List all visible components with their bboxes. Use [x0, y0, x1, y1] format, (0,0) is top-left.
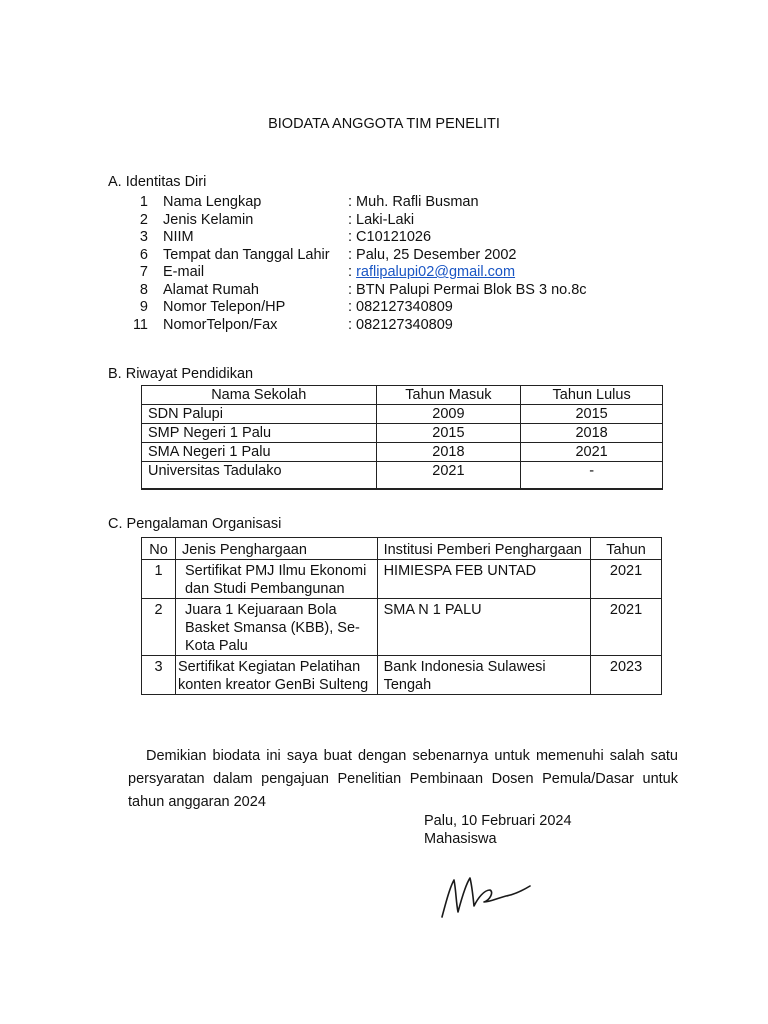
- table-row: [142, 424, 663, 443]
- row-number: 8: [139, 281, 148, 298]
- year-in-cell: 2009: [376, 405, 521, 424]
- row-number: 7: [139, 264, 148, 280]
- field-value: : 082127340809: [348, 299, 453, 315]
- row-number: 9: [139, 299, 148, 315]
- institution-cell: SMA N 1 PALU: [377, 599, 590, 656]
- field-value: : 082127340809: [348, 316, 453, 333]
- table-row: [142, 560, 662, 599]
- award-cell: Sertifikat PMJ Ilmu Ekonomi dan Studi Pembangunan: [175, 560, 377, 599]
- field-label: NomorTelpon/Fax: [163, 316, 278, 333]
- year-in-cell: 2015: [376, 424, 521, 443]
- colon: :: [348, 264, 357, 280]
- signature-drawing: [432, 862, 542, 924]
- table-row: [142, 462, 663, 490]
- year-cell: 2021: [591, 599, 662, 656]
- row-number: 2: [142, 599, 176, 656]
- institution-cell: HIMIESPA FEB UNTAD: [377, 560, 590, 599]
- row-number: 6: [139, 246, 148, 263]
- year-out-cell: 2015: [521, 405, 663, 424]
- column-header: Tahun: [591, 538, 662, 560]
- field-label: E-mail: [163, 264, 205, 280]
- signer-role: Mahasiswa: [424, 831, 497, 847]
- year-out-cell: 2021: [521, 443, 663, 462]
- table-row: [142, 656, 662, 695]
- field-label: Jenis Kelamin: [163, 211, 254, 228]
- column-header: Nama Sekolah: [142, 386, 377, 405]
- field-value: : Muh. Rafli Busman: [348, 194, 479, 210]
- award-cell: Sertifikat Kegiatan Pelatihan konten kreator GenBi Sulteng: [175, 656, 377, 695]
- year-cell: 2023: [591, 656, 662, 695]
- school-cell: Universitas Tadulako: [142, 462, 377, 490]
- field-value: : BTN Palupi Permai Blok BS 3 no.8c: [348, 281, 587, 298]
- field-label: Tempat dan Tanggal Lahir: [163, 246, 330, 263]
- pendidikan-table: [141, 385, 663, 490]
- table-row: [142, 599, 662, 656]
- signature: [432, 862, 542, 924]
- table-row: [142, 405, 663, 424]
- document-title: BIODATA ANGGOTA TIM PENELITI: [268, 116, 500, 132]
- row-number: 3: [139, 229, 148, 245]
- section-b-heading: B. Riwayat Pendidikan: [108, 366, 254, 382]
- table-header-row: [142, 386, 663, 405]
- organisasi-table: [141, 537, 662, 695]
- section-a-heading: A. Identitas Diri: [108, 174, 207, 190]
- school-cell: SDN Palupi: [142, 405, 377, 424]
- row-number: 1: [142, 560, 176, 599]
- year-in-cell: 2021: [376, 462, 521, 490]
- column-header: Tahun Masuk: [376, 386, 521, 405]
- year-cell: 2021: [591, 560, 662, 599]
- row-number: 2: [139, 211, 148, 228]
- column-header: Institusi Pemberi Penghargaan: [377, 538, 590, 560]
- table-header-row: [142, 538, 662, 560]
- table-row: [142, 443, 663, 462]
- award-cell: Juara 1 Kejuaraan Bola Basket Smansa (KBB), Se-Kota Palu: [175, 599, 377, 656]
- field-value: : C10121026: [348, 229, 432, 245]
- row-number: 3: [142, 656, 176, 695]
- place-date: Palu, 10 Februari 2024: [424, 813, 572, 829]
- column-header: No: [142, 538, 176, 560]
- field-value: : Palu, 25 Desember 2002: [348, 246, 517, 263]
- field-label: Nomor Telepon/HP: [163, 299, 286, 315]
- email-link[interactable]: raflipalupi02@gmail.com: [356, 264, 516, 280]
- field-label: NIIM: [163, 229, 194, 245]
- year-out-cell: -: [521, 462, 663, 490]
- year-in-cell: 2018: [376, 443, 521, 462]
- school-cell: SMP Negeri 1 Palu: [142, 424, 377, 443]
- year-out-cell: 2018: [521, 424, 663, 443]
- column-header: Tahun Lulus: [521, 386, 663, 405]
- institution-cell: Bank Indonesia Sulawesi Tengah: [377, 656, 590, 695]
- field-label: Alamat Rumah: [163, 281, 259, 298]
- school-cell: SMA Negeri 1 Palu: [142, 443, 377, 462]
- column-header: Jenis Penghargaan: [175, 538, 377, 560]
- row-number: 1: [139, 194, 148, 210]
- field-value: [348, 264, 515, 282]
- closing-paragraph: Demikian biodata ini saya buat dengan sebenarnya untuk memenuhi salah satu persyaratan dalam pengajuan Penelitian Pembinaan Dosen Pemula/Dasar untuk tahun anggaran 2024: [128, 748, 678, 810]
- row-number: 11: [132, 316, 148, 333]
- field-value: : Laki-Laki: [348, 211, 415, 228]
- field-label: Nama Lengkap: [163, 194, 262, 210]
- section-c-heading: C. Pengalaman Organisasi: [108, 516, 282, 532]
